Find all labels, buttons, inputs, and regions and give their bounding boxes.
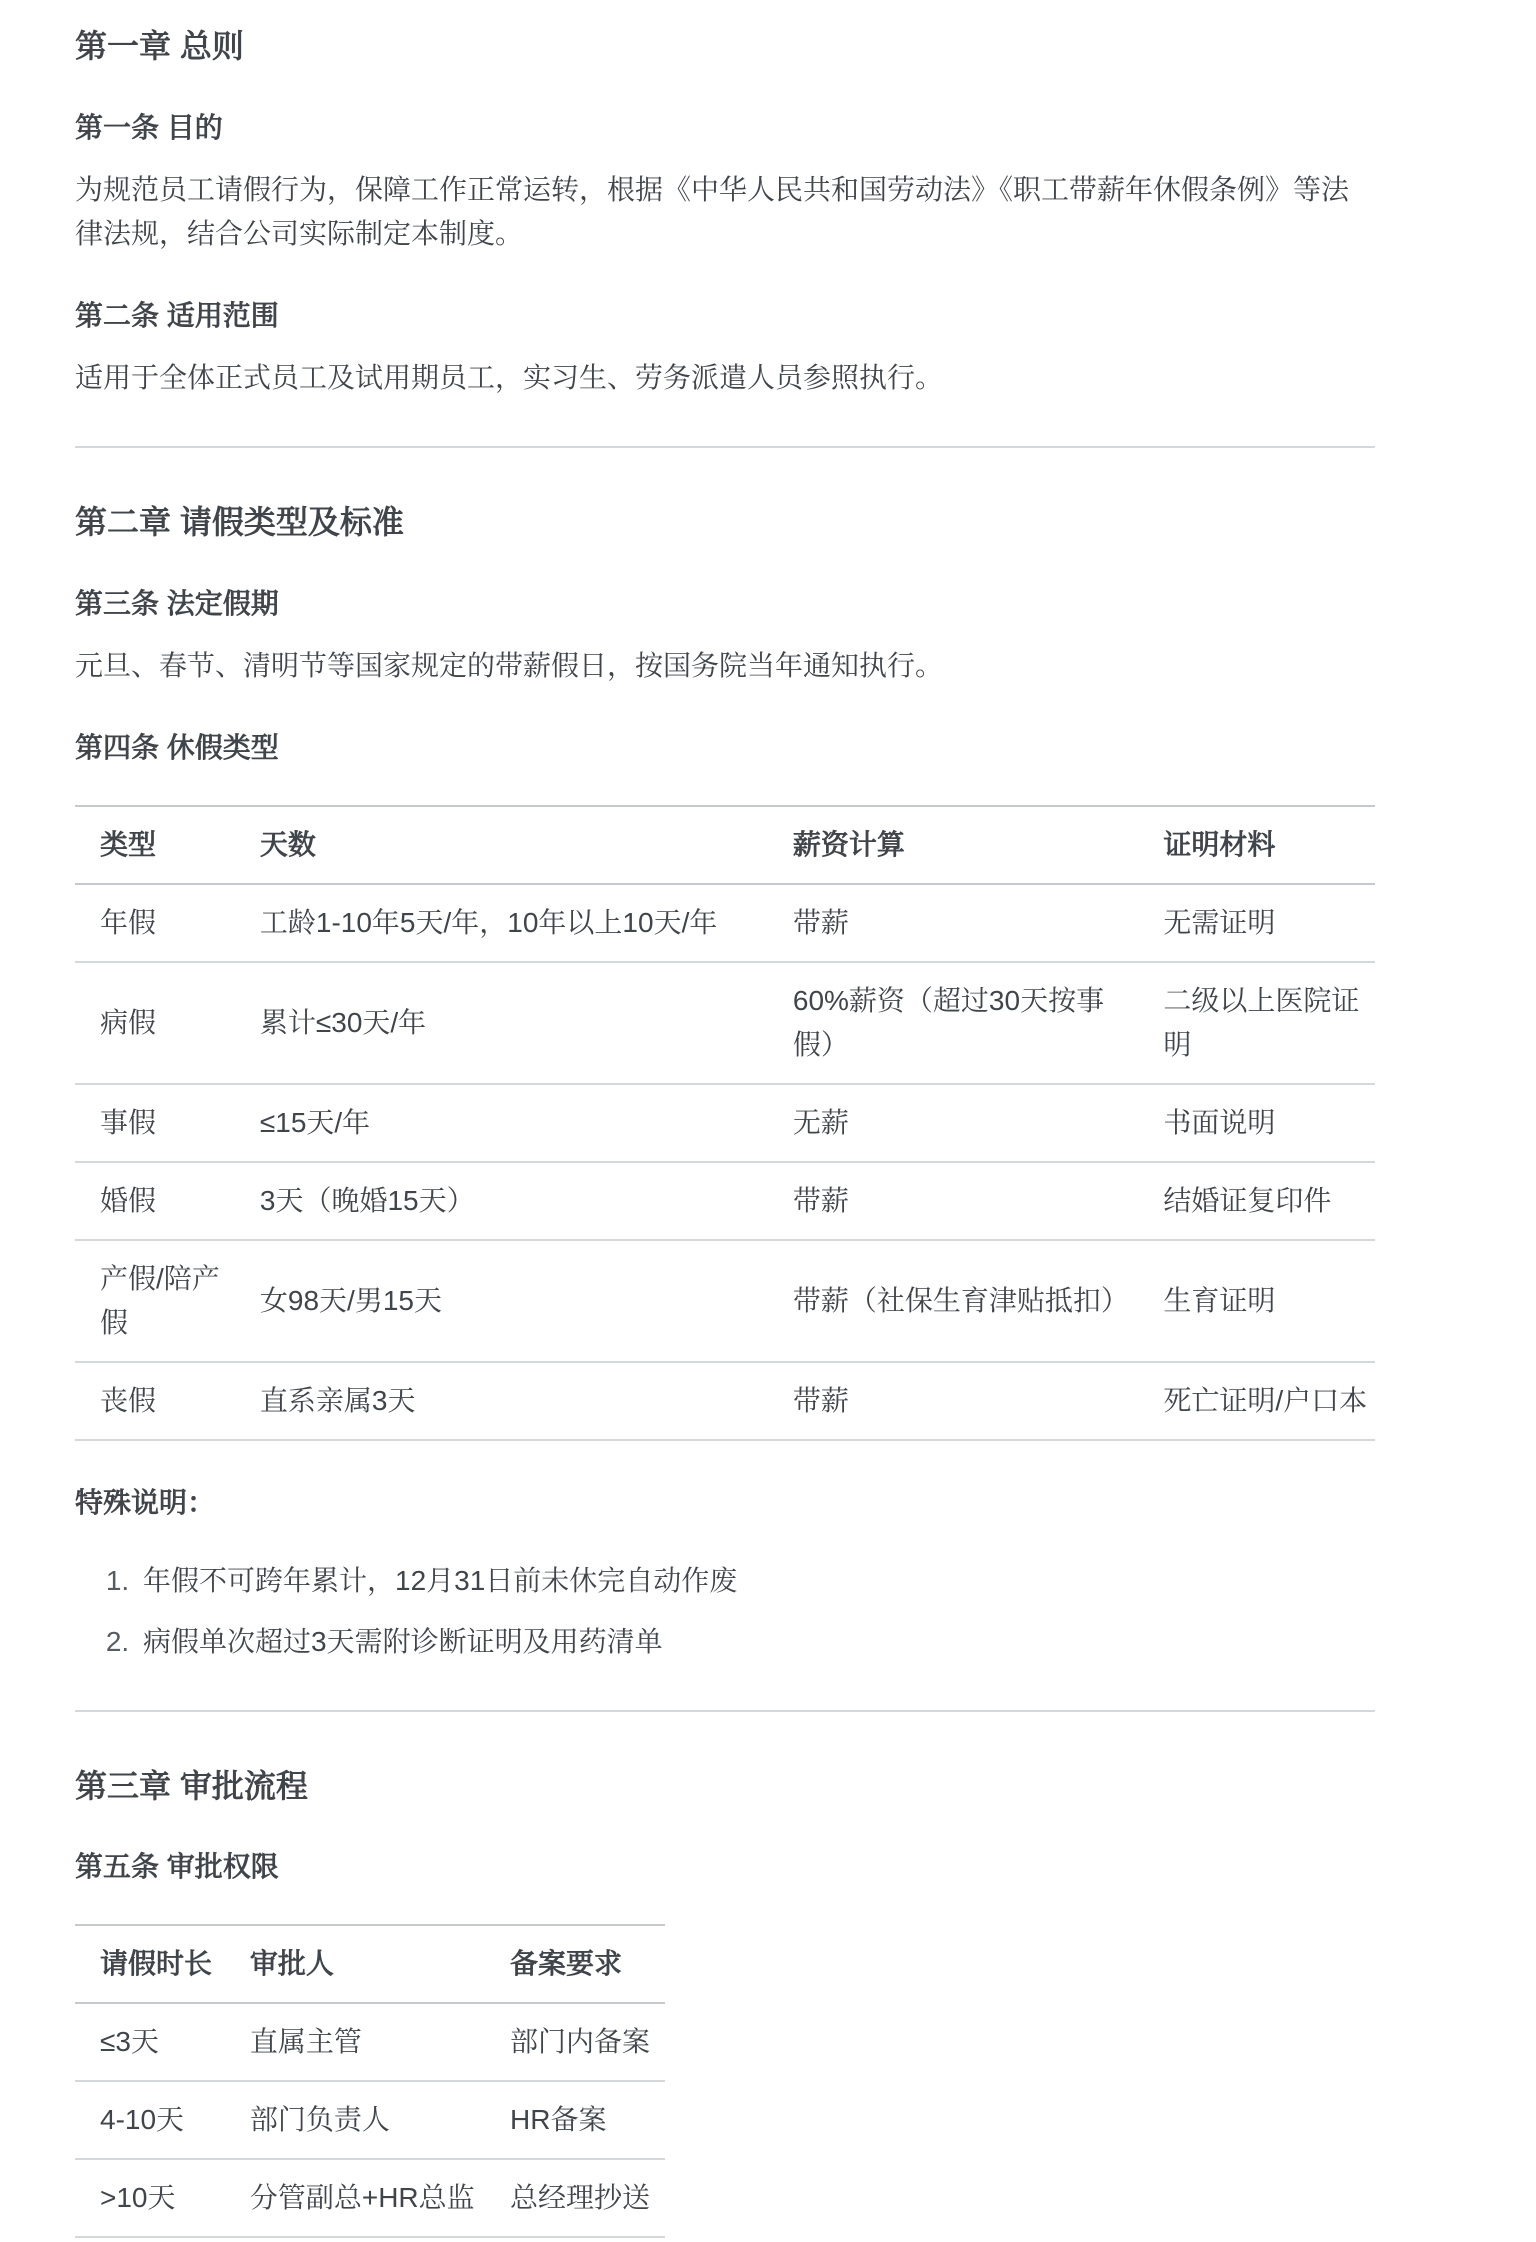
- article-3-heading: 第三条 法定假期: [75, 587, 279, 619]
- table-cell: ≤3天: [75, 2003, 225, 2081]
- table-cell: 书面说明: [1138, 1084, 1375, 1162]
- list-item: 2. 病假单次超过3天需附诊断证明及用药清单: [137, 1620, 1375, 1664]
- table-header-cell: 类型: [75, 806, 235, 884]
- table-header-cell: 薪资计算: [768, 806, 1139, 884]
- table-cell: 4-10天: [75, 2081, 225, 2159]
- special-notes-list: [75, 1559, 1375, 1664]
- table-cell: 生育证明: [1138, 1240, 1375, 1362]
- table-row: [75, 1084, 1375, 1162]
- table-cell: 直系亲属3天: [235, 1362, 768, 1440]
- table-row: [75, 962, 1375, 1084]
- table-header-cell: 备案要求: [485, 1925, 665, 2003]
- special-notes-title: 特殊说明：: [75, 1486, 216, 1518]
- table-cell: 带薪（社保生育津贴抵扣）: [768, 1240, 1139, 1362]
- table-header-cell: 请假时长: [75, 1925, 225, 2003]
- table-row: [75, 2081, 665, 2159]
- table-header-row: [75, 806, 1375, 884]
- article-4-heading: 第四条 休假类型: [75, 732, 279, 764]
- chapter-3-heading: 第三章 审批流程: [75, 1767, 308, 1804]
- table-header-cell: 证明材料: [1138, 806, 1375, 884]
- list-item: 1. 年假不可跨年累计，12月31日前未休完自动作废: [137, 1559, 1375, 1603]
- table-row: [75, 2159, 665, 2237]
- table-cell: 二级以上医院证明: [1138, 962, 1375, 1084]
- table-cell: 丧假: [75, 1362, 235, 1440]
- table-header-row: [75, 1925, 665, 2003]
- table-cell: 无需证明: [1138, 884, 1375, 962]
- table-cell: 分管副总+HR总监: [225, 2159, 485, 2237]
- table-cell: 部门负责人: [225, 2081, 485, 2159]
- chapter-1-heading: 第一章 总则: [75, 28, 244, 64]
- table-cell: 事假: [75, 1084, 235, 1162]
- table-cell: 工龄1-10年5天/年，10年以上10天/年: [235, 884, 768, 962]
- table-cell: 带薪: [768, 1362, 1139, 1440]
- approval-authority-table: [75, 1924, 665, 2238]
- table-cell: 女98天/男15天: [235, 1240, 768, 1362]
- article-2-heading: 第二条 适用范围: [75, 299, 279, 331]
- table-cell: 3天（晚婚15天）: [235, 1162, 768, 1240]
- table-cell: ≤15天/年: [235, 1084, 768, 1162]
- article-5-heading: 第五条 审批权限: [75, 1851, 279, 1883]
- table-cell: 累计≤30天/年: [235, 962, 768, 1084]
- table-header-cell: 天数: [235, 806, 768, 884]
- table-cell: HR备案: [485, 2081, 665, 2159]
- table-row: [75, 1240, 1375, 1362]
- article-1-heading: 第一条 目的: [75, 111, 223, 143]
- table-cell: 60%薪资（超过30天按事假）: [768, 962, 1139, 1084]
- table-row: [75, 884, 1375, 962]
- article-1-body: 为规范员工请假行为，保障工作正常运转，根据《中华人民共和国劳动法》《职工带薪年休假条例》等法律法规，结合公司实际制定本制度。: [75, 173, 1350, 249]
- table-cell: 部门内备案: [485, 2003, 665, 2081]
- table-cell: 婚假: [75, 1162, 235, 1240]
- table-row: [75, 1362, 1375, 1440]
- table-cell: 死亡证明/户口本: [1138, 1362, 1375, 1440]
- table-header-cell: 审批人: [225, 1925, 485, 2003]
- article-2-body: 适用于全体正式员工及试用期员工，实习生、劳务派遣人员参照执行。: [75, 362, 944, 394]
- leave-types-table: [75, 805, 1375, 1441]
- table-cell: 产假/陪产假: [75, 1240, 235, 1362]
- article-3-body: 元旦、春节、清明节等国家规定的带薪假日，按国务院当年通知执行。: [75, 650, 944, 682]
- section-divider: [75, 446, 1375, 448]
- table-cell: 总经理抄送: [485, 2159, 665, 2237]
- table-row: [75, 1162, 1375, 1240]
- table-cell: 带薪: [768, 884, 1139, 962]
- table-cell: 病假: [75, 962, 235, 1084]
- table-cell: 无薪: [768, 1084, 1139, 1162]
- table-cell: >10天: [75, 2159, 225, 2237]
- table-cell: 结婚证复印件: [1138, 1162, 1375, 1240]
- leave-policy-document: [75, 0, 1375, 2242]
- table-cell: 年假: [75, 884, 235, 962]
- chapter-2-heading: 第二章 请假类型及标准: [75, 504, 404, 541]
- table-row: [75, 2003, 665, 2081]
- table-cell: 带薪: [768, 1162, 1139, 1240]
- section-divider: [75, 1710, 1375, 1712]
- table-cell: 直属主管: [225, 2003, 485, 2081]
